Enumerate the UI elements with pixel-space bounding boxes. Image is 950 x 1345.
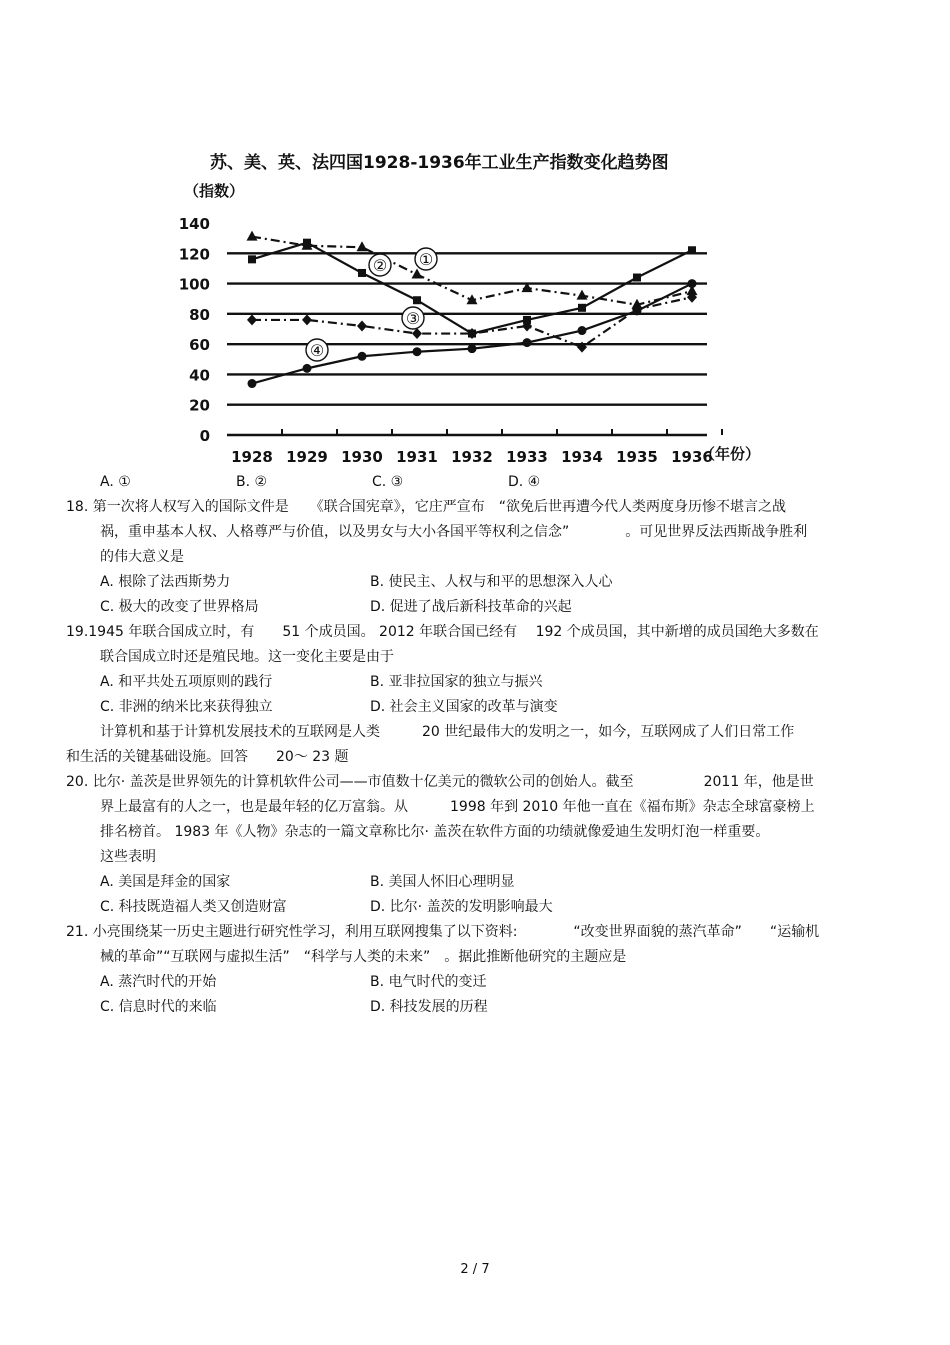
q19-option-d[interactable]: D. 社会主义国家的改革与演变: [370, 699, 558, 715]
data-point: [412, 268, 423, 278]
q20-option-a[interactable]: A. 美国是拜金的国家: [100, 874, 231, 890]
q20-option-c[interactable]: C. 科技既造福人类又创造财富: [100, 899, 287, 915]
q20-stem-line-3: 排名榜首。 1983 年《人物》杂志的一篇文章称比尔· 盖茨在软件方面的功绩就像爱迪生发明灯泡一样重要。: [100, 824, 770, 840]
x-axis-label: （年份）: [700, 445, 761, 463]
y-tick-label: 20: [189, 396, 210, 415]
data-point: [523, 338, 532, 347]
q21-stem-line-2: 械的革命”“互联网与虚拟生活” “科学与人类的未来” 。据此推断他研究的主题应是: [100, 949, 627, 965]
data-point: [302, 314, 312, 325]
q17-option-c[interactable]: C. ③: [372, 474, 404, 490]
x-tick-label: 1934: [561, 448, 603, 466]
q21-option-d[interactable]: D. 科技发展的历程: [370, 999, 488, 1015]
q17-option-a[interactable]: A. ①: [100, 474, 131, 490]
data-point: [688, 246, 696, 254]
x-tick-label: 1935: [616, 448, 658, 466]
data-point: [357, 241, 368, 251]
industrial-index-chart: [170, 140, 790, 470]
data-point: [247, 314, 257, 325]
series-label: ①: [418, 250, 434, 269]
q19-option-c[interactable]: C. 非洲的纳米比来获得独立: [100, 699, 273, 715]
intro-line-1: 计算机和基于计算机发展技术的互联网是人类 20 世纪最伟大的发明之一，如今，互联网成了人们日常工作: [100, 724, 795, 740]
chart-title: 苏、美、英、法四国1928-1936年工业生产指数变化趋势图: [210, 153, 669, 173]
q18-stem-line-2: 祸，重申基本人权、人格尊严与价值，以及男女与大小各国平等权利之信念” 。可见世界反法西斯战争胜利: [100, 524, 808, 540]
page-number: 2 / 7: [460, 1262, 490, 1277]
q21-option-b[interactable]: B. 电气时代的变迁: [370, 974, 487, 990]
data-point: [248, 255, 256, 263]
y-axis-label: （指数）: [184, 182, 245, 200]
q18-option-c[interactable]: C. 极大的改变了世界格局: [100, 599, 259, 615]
data-point: [248, 379, 257, 388]
data-point: [247, 231, 258, 241]
y-tick-label: 100: [178, 275, 210, 294]
data-point: [303, 239, 311, 247]
data-point: [413, 347, 422, 356]
y-tick-label: 60: [189, 336, 210, 355]
series-label: ③: [405, 309, 421, 328]
q19-stem-line-1: 19.1945 年联合国成立时，有 51 个成员国。 2012 年联合国已经有 192 个成员国，其中新增的成员国绝大多数在: [66, 624, 819, 640]
series-1: [247, 231, 698, 309]
x-tick-label: 1929: [286, 448, 328, 466]
data-point: [357, 320, 367, 331]
x-tick-label: 1928: [231, 448, 273, 466]
q20-stem-line-2: 界上最富有的人之一，也是最年轻的亿万富翁。从 1998 年到 2010 年他一直在《福布斯》杂志全球富豪榜上: [100, 799, 815, 815]
data-point: [413, 296, 421, 304]
q19-option-a[interactable]: A. 和平共处五项原则的践行: [100, 674, 273, 690]
q18-stem-line-3: 的伟大意义是: [100, 549, 184, 565]
data-point: [578, 326, 587, 335]
series-label: ②: [372, 256, 388, 275]
x-tick-label: 1931: [396, 448, 438, 466]
x-tick-label: 1933: [506, 448, 548, 466]
x-tick-label: 1932: [451, 448, 493, 466]
y-tick-label: 140: [178, 215, 210, 233]
data-point: [578, 304, 586, 312]
data-point: [633, 306, 642, 315]
q19-stem-line-2: 联合国成立时还是殖民地。这一变化主要是由于: [100, 649, 394, 665]
y-tick-label: 80: [189, 305, 210, 324]
intro-line-2: 和生活的关键基础设施。回答 20～ 23 题: [66, 749, 349, 765]
data-point: [468, 344, 477, 353]
q18-option-b[interactable]: B. 使民主、人权与和平的思想深入人心: [370, 574, 613, 590]
q20-option-d[interactable]: D. 比尔· 盖茨的发明影响最大: [370, 899, 553, 915]
data-point: [358, 269, 366, 277]
y-tick-label: 0: [199, 427, 210, 445]
series-label: ④: [309, 341, 325, 360]
q17-option-b[interactable]: B. ②: [236, 474, 268, 490]
q18-option-a[interactable]: A. 根除了法西斯势力: [100, 574, 231, 590]
data-point: [303, 364, 312, 373]
data-point: [577, 290, 588, 300]
y-tick-label: 40: [189, 366, 210, 385]
data-point: [633, 274, 641, 282]
q20-stem-line-4: 这些表明: [100, 849, 156, 865]
q19-option-b[interactable]: B. 亚非拉国家的独立与振兴: [370, 674, 543, 690]
q21-option-c[interactable]: C. 信息时代的来临: [100, 999, 217, 1015]
q20-stem-line-1: 20. 比尔· 盖茨是世界领先的计算机软件公司——市值数十亿美元的微软公司的创始人。截至 2011 年，他是世: [66, 774, 814, 790]
data-point: [412, 328, 422, 339]
q20-option-b[interactable]: B. 美国人怀旧心理明显: [370, 874, 515, 890]
y-tick-label: 120: [178, 245, 210, 264]
x-tick-label: 1930: [341, 448, 383, 466]
q18-stem-line-1: 18. 第一次将人权写入的国际文件是 《联合国宪章》，它庄严宣布 “欲免后世再遭今代人类两度身历惨不堪言之战: [66, 499, 786, 515]
x-tick-label: 1936: [671, 448, 713, 466]
q21-stem-line-1: 21. 小亮围绕某一历史主题进行研究性学习，利用互联网搜集了以下资料: “改变世界面貌的蒸汽革命” “运输机: [66, 924, 820, 940]
series-line: [252, 243, 692, 334]
q21-option-a[interactable]: A. 蒸汽时代的开始: [100, 974, 217, 990]
q18-option-d[interactable]: D. 促进了战后新科技革命的兴起: [370, 599, 572, 615]
q17-option-d[interactable]: D. ④: [508, 474, 541, 490]
data-point: [358, 352, 367, 361]
data-point: [688, 279, 697, 288]
